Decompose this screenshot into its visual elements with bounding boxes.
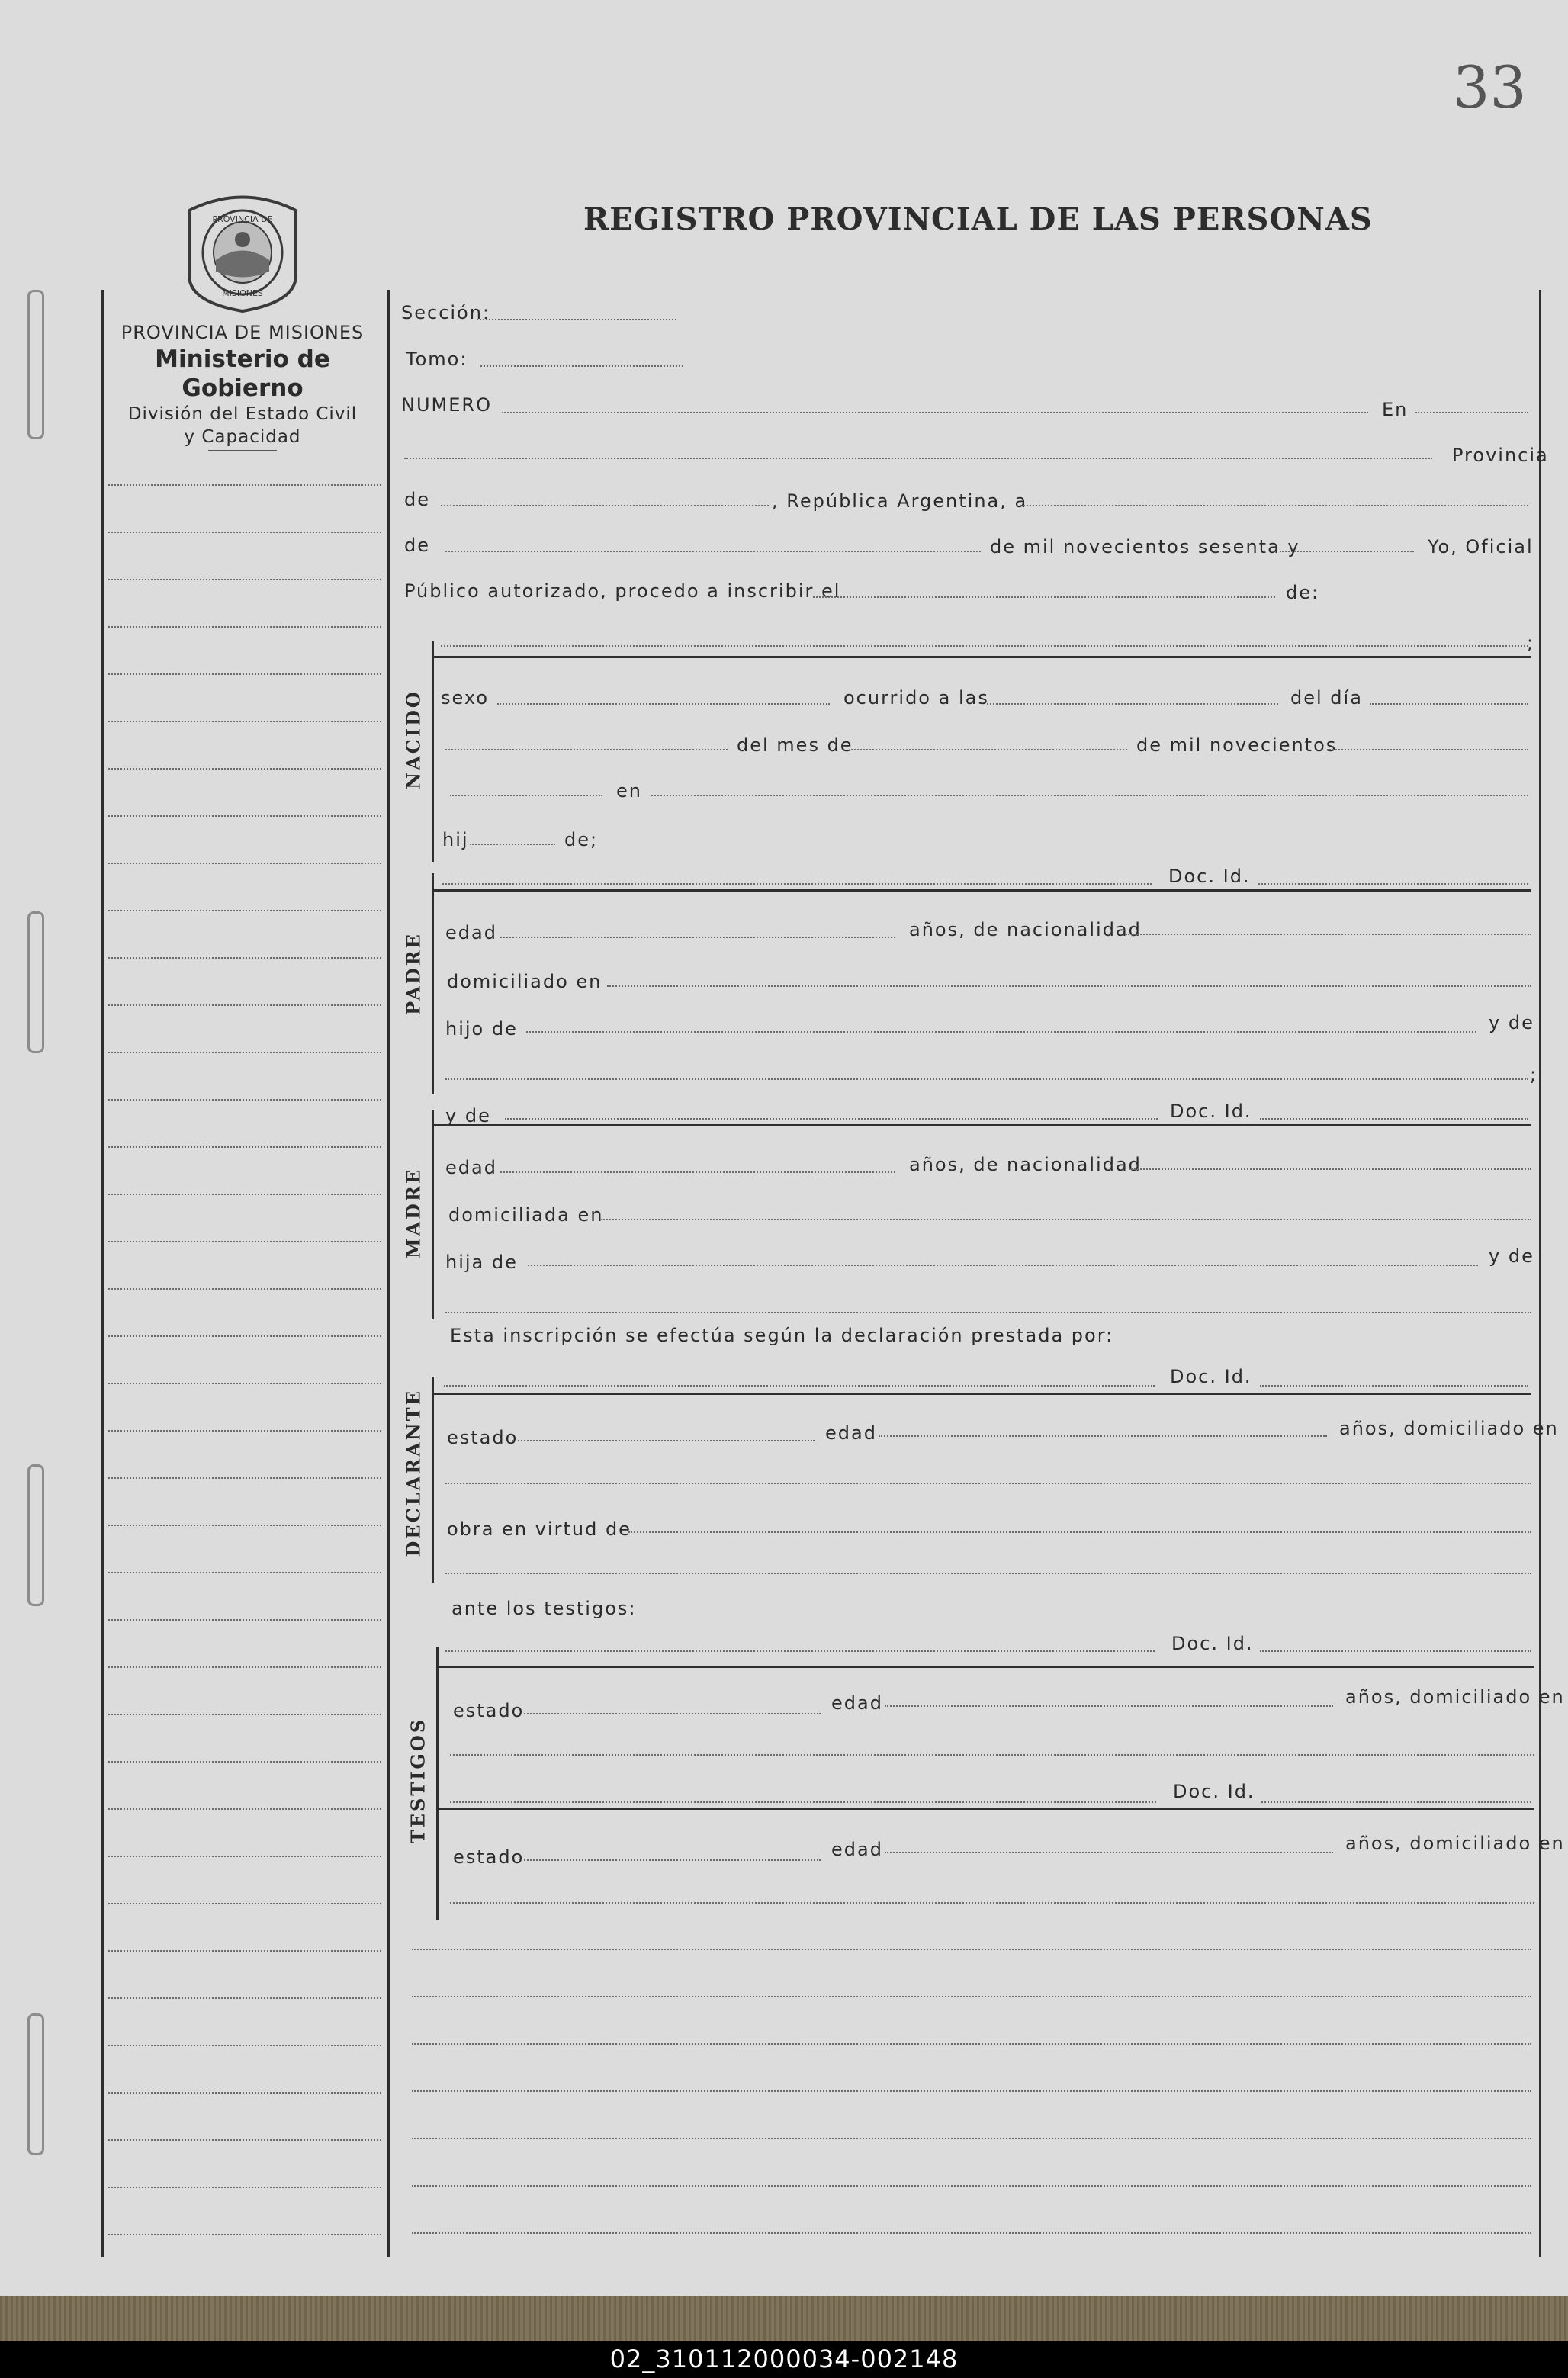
nacido-section-rule bbox=[432, 641, 434, 862]
label-en: En bbox=[1382, 399, 1409, 420]
margin-note-line[interactable] bbox=[108, 1525, 381, 1526]
margin-note-line[interactable] bbox=[108, 1288, 381, 1290]
margin-note-line[interactable] bbox=[108, 910, 381, 911]
label-publico: Público autorizado, procedo a inscribir el bbox=[404, 580, 841, 602]
margin-note-line[interactable] bbox=[108, 1004, 381, 1006]
margin-note-line[interactable] bbox=[108, 1619, 381, 1621]
provincial-seal-icon bbox=[182, 188, 304, 313]
field-domicilio-testigo-2[interactable] bbox=[450, 1902, 1534, 1904]
field-anio-nacimiento[interactable] bbox=[1327, 749, 1528, 750]
label-estado-testigo-1: estado bbox=[453, 1700, 525, 1721]
field-tipo-inscripcion[interactable] bbox=[813, 596, 1275, 598]
margin-note-line[interactable] bbox=[108, 1714, 381, 1715]
field-fecha-mes[interactable] bbox=[445, 551, 981, 552]
margin-note-line[interactable] bbox=[108, 768, 381, 770]
field-edad-testigo-2[interactable] bbox=[885, 1852, 1333, 1853]
testigos-top-rule bbox=[438, 1666, 1534, 1668]
section-label-declarante: DECLARANTE bbox=[402, 1389, 425, 1557]
label-estado-declarante: estado bbox=[447, 1427, 519, 1448]
label-edad-madre: edad bbox=[445, 1157, 497, 1178]
field-obra-en-virtud-2[interactable] bbox=[445, 1573, 1531, 1574]
margin-note-line[interactable] bbox=[108, 2187, 381, 2188]
margin-note-line[interactable] bbox=[108, 1572, 381, 1573]
observaciones-line[interactable] bbox=[412, 2043, 1531, 2045]
margin-right-rule bbox=[387, 290, 390, 2257]
field-fecha-anio[interactable] bbox=[1280, 551, 1414, 552]
field-edad-madre[interactable] bbox=[500, 1171, 895, 1173]
field-nombre-declarante[interactable] bbox=[444, 1385, 1155, 1387]
declarante-section-rule bbox=[432, 1377, 434, 1583]
ministry-division-2: y Capacidad bbox=[184, 427, 301, 447]
field-edad-declarante[interactable] bbox=[879, 1435, 1327, 1437]
label-sexo: sexo bbox=[441, 687, 489, 709]
margin-note-line[interactable] bbox=[108, 1383, 381, 1384]
field-lugar-nacimiento[interactable] bbox=[651, 795, 1528, 796]
ministry-division: División del Estado Civil bbox=[127, 404, 358, 424]
label-hijo-de: hijo de bbox=[445, 1018, 518, 1040]
label-y-de-padre: y de bbox=[1489, 1012, 1534, 1033]
section-label-testigos: TESTIGOS bbox=[406, 1717, 429, 1844]
label-doc-declarante: Doc. Id. bbox=[1170, 1366, 1252, 1387]
margin-note-line[interactable] bbox=[108, 1430, 381, 1432]
field-doc-testigo-2[interactable] bbox=[1261, 1801, 1531, 1803]
label-anos-dom-testigo-2: años, domiciliado en bbox=[1345, 1833, 1565, 1854]
label-anos-padre: años, de nacionalidad bbox=[909, 919, 1142, 940]
ministry-block bbox=[98, 320, 387, 451]
label-doc-testigo-2: Doc. Id. bbox=[1173, 1781, 1255, 1802]
field-padres-de-la-madre[interactable] bbox=[528, 1265, 1478, 1266]
observaciones-line[interactable] bbox=[412, 2185, 1531, 2187]
margin-note-line[interactable] bbox=[108, 1477, 381, 1479]
label-domiciliada: domiciliada en bbox=[448, 1204, 604, 1226]
field-doc-declarante[interactable] bbox=[1260, 1385, 1528, 1387]
ante-testigos-text: ante los testigos: bbox=[451, 1598, 637, 1619]
label-semicolon-1: ; bbox=[1527, 632, 1535, 654]
field-estado-declarante[interactable] bbox=[512, 1440, 815, 1441]
margin-note-line[interactable] bbox=[108, 1856, 381, 1857]
label-de-colon: de: bbox=[1286, 582, 1320, 603]
margin-note-line[interactable] bbox=[108, 863, 381, 864]
observaciones-line[interactable] bbox=[412, 2232, 1531, 2234]
section-label-madre: MADRE bbox=[402, 1167, 425, 1259]
field-hora[interactable] bbox=[987, 703, 1278, 705]
field-en[interactable] bbox=[1415, 412, 1528, 413]
label-numero: NUMERO bbox=[401, 394, 492, 416]
field-padres-de-la-madre-2[interactable] bbox=[445, 1312, 1531, 1313]
margin-note-line[interactable] bbox=[108, 2045, 381, 2046]
margin-note-line[interactable] bbox=[108, 1099, 381, 1101]
margin-note-line[interactable] bbox=[108, 957, 381, 959]
binding-loop bbox=[27, 290, 44, 439]
section-label-nacido: NACIDO bbox=[402, 689, 425, 789]
label-y-de-madre: y de bbox=[1489, 1245, 1534, 1267]
field-mes-nacimiento[interactable] bbox=[851, 749, 1127, 750]
margin-note-line[interactable] bbox=[108, 1808, 381, 1810]
field-doc-padre[interactable] bbox=[1258, 883, 1528, 885]
field-domicilio-padre[interactable] bbox=[607, 985, 1531, 987]
label-edad-testigo-1: edad bbox=[831, 1692, 883, 1714]
table-surface bbox=[0, 2296, 1568, 2341]
field-provincia-nombre[interactable] bbox=[441, 505, 769, 506]
field-obra-en-virtud[interactable] bbox=[628, 1531, 1531, 1533]
margin-note-line[interactable] bbox=[108, 1052, 381, 1053]
madre-section-rule bbox=[432, 1110, 434, 1319]
label-doc-madre: Doc. Id. bbox=[1170, 1101, 1252, 1122]
page-title: REGISTRO PROVINCIAL DE LAS PERSONAS bbox=[583, 201, 1373, 237]
observaciones-line[interactable] bbox=[412, 1996, 1531, 1997]
padre-section-rule bbox=[432, 873, 434, 1094]
label-de-mil-nov: de mil novecientos bbox=[1136, 734, 1338, 756]
field-doc-madre[interactable] bbox=[1260, 1118, 1528, 1120]
label-semicolon-padre: ; bbox=[1530, 1064, 1538, 1085]
field-dia-nacimiento[interactable] bbox=[1370, 703, 1528, 705]
label-domiciliado: domiciliado en bbox=[447, 971, 602, 992]
label-edad-padre: edad bbox=[445, 922, 497, 943]
label-del-dia: del día bbox=[1290, 687, 1363, 709]
margin-left-rule bbox=[101, 290, 104, 2257]
field-tomo[interactable] bbox=[480, 365, 683, 367]
margin-note-line[interactable] bbox=[108, 2139, 381, 2141]
margin-note-line[interactable] bbox=[108, 2234, 381, 2235]
testigo-2-rule bbox=[438, 1808, 1534, 1810]
field-nombre-testigo-2[interactable] bbox=[450, 1801, 1156, 1803]
ministry-province: PROVINCIA DE MISIONES bbox=[120, 322, 365, 343]
margin-note-line[interactable] bbox=[108, 1761, 381, 1763]
binding-loop bbox=[27, 2013, 44, 2155]
seal-top-text: PROVINCIA DE bbox=[212, 214, 273, 224]
field-sexo[interactable] bbox=[497, 703, 830, 705]
section-label-padre: PADRE bbox=[402, 932, 425, 1015]
label-doc-testigo-1: Doc. Id. bbox=[1171, 1633, 1254, 1654]
field-nombre-inscripto[interactable] bbox=[441, 645, 1528, 647]
binding-loop bbox=[27, 1464, 44, 1606]
right-border-rule bbox=[1539, 290, 1541, 2257]
label-de-1: de bbox=[404, 489, 430, 510]
field-anio-nacimiento-2[interactable] bbox=[450, 795, 602, 796]
margin-note-line[interactable] bbox=[108, 1241, 381, 1242]
label-obra: obra en virtud de bbox=[447, 1518, 631, 1540]
field-domicilio-madre[interactable] bbox=[601, 1219, 1531, 1220]
label-anos-dom-testigo-1: años, domiciliado en bbox=[1345, 1686, 1565, 1708]
ministry-underline bbox=[208, 450, 277, 451]
field-hij-sufijo[interactable] bbox=[470, 844, 555, 845]
field-domicilio-declarante[interactable] bbox=[445, 1483, 1531, 1484]
binding-loop bbox=[27, 911, 44, 1053]
observaciones-line[interactable] bbox=[412, 2138, 1531, 2139]
label-republica: , República Argentina, a bbox=[772, 490, 1028, 512]
field-lugar[interactable] bbox=[404, 458, 1432, 459]
nacido-top-rule bbox=[433, 656, 1531, 658]
testigos-section-rule bbox=[436, 1647, 439, 1920]
label-doc-padre: Doc. Id. bbox=[1168, 866, 1251, 887]
margin-note-line[interactable] bbox=[108, 673, 381, 675]
field-dia-nacimiento-2[interactable] bbox=[445, 749, 728, 750]
observaciones-line[interactable] bbox=[412, 1949, 1531, 1950]
margin-note-line[interactable] bbox=[108, 626, 381, 628]
margin-note-line[interactable] bbox=[108, 815, 381, 817]
field-estado-testigo-2[interactable] bbox=[519, 1859, 821, 1861]
margin-note-line[interactable] bbox=[108, 1666, 381, 1668]
label-edad-declarante: edad bbox=[825, 1422, 877, 1444]
label-seccion: Sección: bbox=[401, 302, 491, 323]
seal-bottom-text: MISIONES bbox=[222, 288, 263, 298]
label-y-de-madre-inicio: y de bbox=[445, 1105, 491, 1126]
label-hij: hij bbox=[442, 829, 469, 850]
field-nacionalidad-padre[interactable] bbox=[1126, 934, 1531, 935]
margin-note-line[interactable] bbox=[108, 1335, 381, 1337]
label-tomo: Tomo: bbox=[406, 349, 468, 370]
margin-note-line[interactable] bbox=[108, 579, 381, 580]
field-nombre-testigo-1[interactable] bbox=[445, 1650, 1155, 1652]
margin-note-line[interactable] bbox=[108, 532, 381, 533]
page-number: 33 bbox=[1453, 53, 1527, 121]
margin-note-line[interactable] bbox=[108, 1146, 381, 1148]
margin-note-line[interactable] bbox=[108, 1903, 381, 1904]
ministry-name: Ministerio de Gobierno bbox=[155, 345, 330, 402]
margin-note-line[interactable] bbox=[108, 1997, 381, 1999]
declarante-top-rule bbox=[433, 1393, 1531, 1395]
field-nacionalidad-madre[interactable] bbox=[1129, 1168, 1531, 1170]
margin-note-line[interactable] bbox=[108, 1950, 381, 1952]
label-de-2: de bbox=[404, 535, 430, 556]
label-estado-testigo-2: estado bbox=[453, 1846, 525, 1868]
margin-note-line[interactable] bbox=[108, 2092, 381, 2094]
scan-id: 02_310112000034-002148 bbox=[609, 2344, 959, 2373]
padre-top-rule bbox=[433, 889, 1531, 892]
label-anos-dom-declarante: años, domiciliado en bbox=[1339, 1418, 1559, 1439]
field-edad-padre[interactable] bbox=[500, 937, 895, 938]
field-padres-del-padre-2[interactable] bbox=[445, 1078, 1528, 1080]
label-de-mil: de mil novecientos sesenta y bbox=[990, 536, 1300, 558]
field-doc-testigo-1[interactable] bbox=[1260, 1650, 1531, 1652]
madre-top-rule bbox=[433, 1124, 1531, 1126]
label-ocurrido: ocurrido a las bbox=[843, 687, 989, 709]
field-seccion[interactable] bbox=[477, 319, 676, 320]
field-estado-testigo-1[interactable] bbox=[519, 1713, 821, 1714]
field-numero[interactable] bbox=[502, 412, 1368, 413]
label-provincia: Provincia bbox=[1452, 445, 1549, 466]
field-edad-testigo-1[interactable] bbox=[885, 1705, 1333, 1707]
field-fecha-dia[interactable] bbox=[1020, 505, 1528, 506]
field-domicilio-testigo-1[interactable] bbox=[450, 1754, 1534, 1756]
declaracion-text: Esta inscripción se efectúa según la declaración prestada por: bbox=[450, 1325, 1114, 1346]
field-padres-del-padre[interactable] bbox=[526, 1031, 1476, 1033]
label-hija-de: hija de bbox=[445, 1252, 518, 1273]
label-edad-testigo-2: edad bbox=[831, 1839, 883, 1860]
label-en-nacido: en bbox=[616, 780, 642, 802]
label-de-hij: de; bbox=[564, 829, 599, 850]
margin-note-line[interactable] bbox=[108, 484, 381, 486]
field-nombre-madre[interactable] bbox=[505, 1118, 1158, 1120]
label-del-mes: del mes de bbox=[737, 734, 853, 756]
margin-note-line[interactable] bbox=[108, 721, 381, 722]
margin-note-line[interactable] bbox=[108, 1194, 381, 1195]
label-yo-oficial: Yo, Oficial bbox=[1428, 536, 1534, 558]
field-nombre-padre[interactable] bbox=[442, 883, 1152, 885]
observaciones-line[interactable] bbox=[412, 2090, 1531, 2092]
label-anos-madre: años, de nacionalidad bbox=[909, 1154, 1142, 1175]
